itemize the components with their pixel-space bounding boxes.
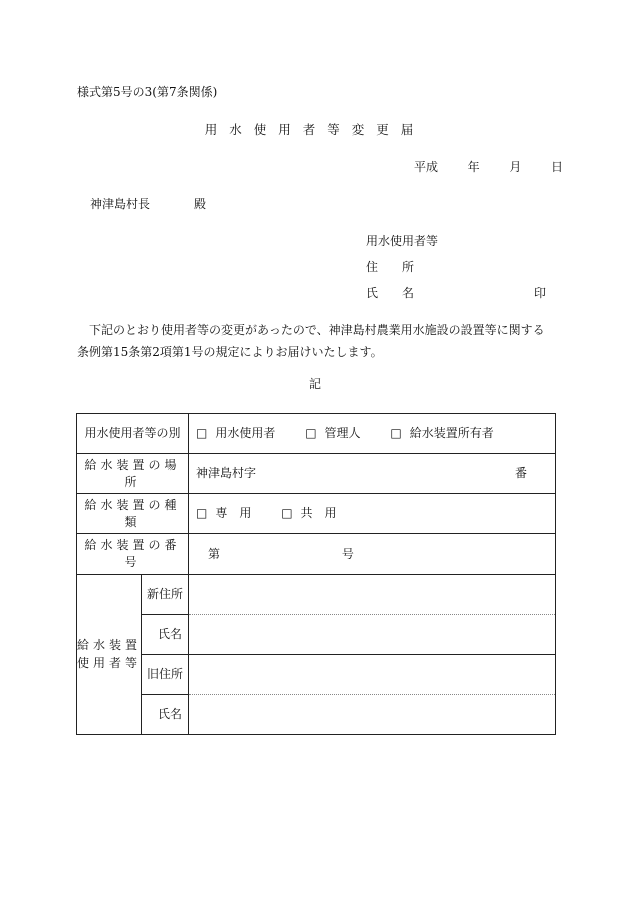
number-label: 給水装置の番号 (77, 534, 189, 574)
option-label: 共 用 (300, 506, 337, 521)
addressee (90, 196, 206, 213)
row-new-address (77, 574, 556, 614)
location-suffix: 番 (514, 466, 527, 481)
body-text: 下記のとおり使用者等の変更があったので、神津島村農業用水施設の設置等に関する条例第15条第2項第1号の規定によりお届けいたします。 (77, 323, 545, 359)
location-label: 給水装置の場所 (77, 454, 189, 494)
checkbox-icon[interactable]: □ (305, 426, 317, 441)
date-era: 平成 (414, 160, 439, 174)
new-address-label: 新住所 (142, 574, 189, 614)
row-number (77, 534, 556, 574)
row-location (77, 454, 556, 494)
date-line (414, 159, 563, 176)
checkbox-icon[interactable]: □ (281, 506, 293, 521)
date-day: 日 (551, 160, 564, 174)
option-label: 専 用 (215, 506, 252, 521)
group-label-line2: 使用者等 (77, 656, 142, 671)
document-title: 用水使用者等変更届 (204, 122, 426, 137)
location-prefix: 神津島村字 (196, 466, 257, 481)
new-address-field[interactable] (189, 574, 556, 614)
option-owner[interactable] (390, 425, 493, 442)
user-type-label: 用水使用者等の別 (77, 414, 189, 454)
row-old-name (77, 694, 556, 734)
type-label: 給水装置の種類 (77, 494, 189, 534)
old-address-field[interactable] (189, 654, 556, 694)
number-prefix: 第 (208, 546, 221, 561)
old-name-field[interactable] (189, 694, 556, 734)
checkbox-icon[interactable]: □ (196, 426, 208, 441)
applicant-address-label: 住 所 (366, 260, 415, 274)
option-manager[interactable] (305, 425, 360, 442)
ki-heading: 記 (308, 377, 321, 391)
row-type (77, 494, 556, 534)
row-user-type (77, 414, 556, 454)
option-label: 用水使用者 (215, 426, 276, 441)
checkbox-icon[interactable]: □ (390, 426, 402, 441)
option-exclusive[interactable] (196, 505, 251, 522)
number-field[interactable] (189, 534, 556, 574)
old-name-label: 氏名 (142, 694, 189, 734)
row-new-name (77, 614, 556, 654)
addressee-honorific: 殿 (194, 197, 207, 211)
option-label: 管理人 (324, 426, 361, 441)
date-month: 月 (509, 160, 522, 174)
date-year: 年 (467, 160, 480, 174)
applicant-block (366, 233, 547, 311)
location-field[interactable] (189, 454, 556, 494)
seal-mark: 印 (534, 286, 547, 300)
form-table (76, 413, 556, 735)
user-type-options (189, 414, 556, 454)
applicant-heading: 用水使用者等 (366, 234, 439, 248)
form-number: 様式第5号の3(第7条関係) (77, 85, 218, 99)
addressee-name: 神津島村長 (90, 197, 151, 211)
row-old-address (77, 654, 556, 694)
option-label: 給水装置所有者 (409, 426, 494, 441)
type-options (189, 494, 556, 534)
group-label-line1: 給水装置 (77, 638, 142, 653)
checkbox-icon[interactable]: □ (196, 506, 208, 521)
new-name-label: 氏名 (142, 614, 189, 654)
option-water-user[interactable] (196, 425, 275, 442)
applicant-name-label: 氏 名 (366, 286, 415, 300)
old-address-label: 旧住所 (142, 654, 189, 694)
number-suffix: 号 (341, 546, 354, 561)
new-name-field[interactable] (189, 614, 556, 654)
user-group-label (77, 574, 142, 735)
option-shared[interactable] (281, 505, 336, 522)
